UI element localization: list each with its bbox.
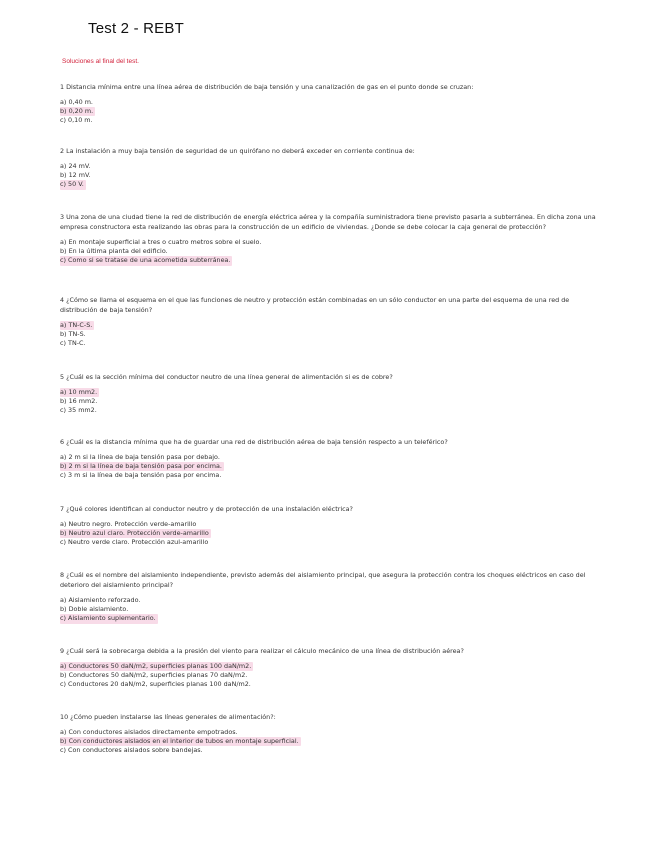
option-list [60, 321, 612, 349]
option-list [60, 596, 612, 624]
option-c: c) Neutro verde claro. Protección azul-amarillo [60, 538, 209, 547]
option-list [60, 728, 612, 756]
option-c: c) Aislamiento suplementario. [60, 614, 156, 623]
option-list [60, 238, 612, 266]
question-text: 2 La instalación a muy baja tensión de seguridad de un quirófano no deberá exceder en corriente continua de: [60, 147, 415, 155]
option-c: c) 0,10 m. [60, 116, 93, 125]
option-b: b) 12 mV. [60, 171, 91, 180]
option-list [60, 662, 612, 690]
option-b: b) Con conductores aislados en el interior de tubos en montaje superficial. [60, 737, 299, 746]
option-list [60, 162, 612, 190]
question-6 [60, 437, 612, 481]
question-text: 5 ¿Cuál es la sección mínima del conductor neutro de una línea general de alimentación si es de cobre? [60, 373, 393, 381]
option-list [60, 388, 612, 416]
question-text: 1 Distancia mínima entre una línea aérea de distribución de baja tensión y una canalización de gas en el punto donde se cruzan: [60, 83, 474, 91]
option-list [60, 98, 612, 126]
option-b: b) 2 m si la línea de baja tensión pasa por encima. [60, 462, 222, 471]
question-text: 9 ¿Cuál será la sobrecarga debida a la presión del viento para realizar el cálculo mecánico de una línea de distribución aérea? [60, 647, 464, 655]
option-b: b) TN-S. [60, 330, 86, 339]
question-8 [60, 570, 612, 624]
option-c: c) Conductores 20 daN/m2, superficies planas 100 daN/m2. [60, 680, 251, 689]
solutions-note: Soluciones al final del test. [62, 58, 139, 65]
option-a: a) Con conductores aislados directamente empotrados. [60, 728, 238, 736]
option-list [60, 520, 612, 548]
question-3 [60, 212, 612, 266]
option-c: c) Con conductores aislados sobre bandejas. [60, 746, 203, 755]
option-b: b) Neutro azul claro. Protección verde-amarillo [60, 529, 209, 538]
question-text: 7 ¿Qué colores identifican al conductor neutro y de protección de una instalación eléctrica? [60, 505, 353, 513]
option-a: a) Aislamiento reforzado. [60, 596, 141, 604]
option-list [60, 453, 612, 481]
option-b: b) En la última planta del edificio. [60, 247, 168, 256]
option-c: c) Como si se tratase de una acometida subterránea. [60, 256, 231, 265]
option-a: a) Neutro negro. Protección verde-amarillo [60, 520, 197, 528]
option-b: b) Doble aislamiento. [60, 605, 129, 614]
question-10 [60, 712, 612, 756]
option-c: c) 3 m si la línea de baja tensión pasa por encima. [60, 471, 222, 480]
option-c: c) 35 mm2. [60, 406, 97, 415]
option-b: b) 16 mm2. [60, 397, 98, 406]
option-a: a) 0,40 m. [60, 98, 93, 106]
option-a: a) En montaje superficial a tres o cuatro metros sobre el suelo. [60, 238, 262, 246]
option-a: a) TN-C-S. [60, 321, 93, 329]
question-2 [60, 146, 612, 190]
option-a: a) 24 mV. [60, 162, 91, 170]
question-text: 10 ¿Cómo pueden instalarse las líneas generales de alimentación?: [60, 713, 276, 721]
option-a: a) 10 mm2. [60, 388, 98, 396]
document-title: Test 2 - REBT [88, 20, 184, 37]
question-5 [60, 372, 612, 416]
option-b: b) 0,20 m. [60, 107, 94, 116]
question-7 [60, 504, 612, 548]
option-a: a) Conductores 50 daN/m2, superficies planas 100 daN/m2. [60, 662, 252, 670]
question-text: 8 ¿Cuál es el nombre del aislamiento independiente, previsto además del aislamiento principal, que asegura la protección contra los choques eléctricos en caso del deterioro del aislamiento principal? [60, 571, 586, 589]
question-text: 4 ¿Cómo se llama el esquema en el que las funciones de neutro y protección están combinadas en un sólo conductor en una parte del esquema de una red de distribución de baja tensión? [60, 296, 570, 314]
option-b: b) Conductores 50 daN/m2, superficies planas 70 daN/m2. [60, 671, 248, 680]
question-1 [60, 82, 612, 126]
option-c: c) TN-C. [60, 339, 86, 348]
question-4 [60, 295, 612, 349]
question-9 [60, 646, 612, 690]
option-a: a) 2 m si la línea de baja tensión pasa por debajo. [60, 453, 220, 461]
question-text: 3 Una zona de una ciudad tiene la red de distribución de energía eléctrica aérea y la compañía suministradora tiene previsto pasarla a subterránea. En dicha zona una empresa constructora esta realizando las obras para la construcción de un edificio de viviendas. ¿Donde se debe colocar la caja general de protección? [60, 213, 596, 231]
option-c: c) 50 V. [60, 180, 84, 189]
question-text: 6 ¿Cuál es la distancia mínima que ha de guardar una red de distribución aérea de baja tensión respecto a un teleférico? [60, 438, 448, 446]
